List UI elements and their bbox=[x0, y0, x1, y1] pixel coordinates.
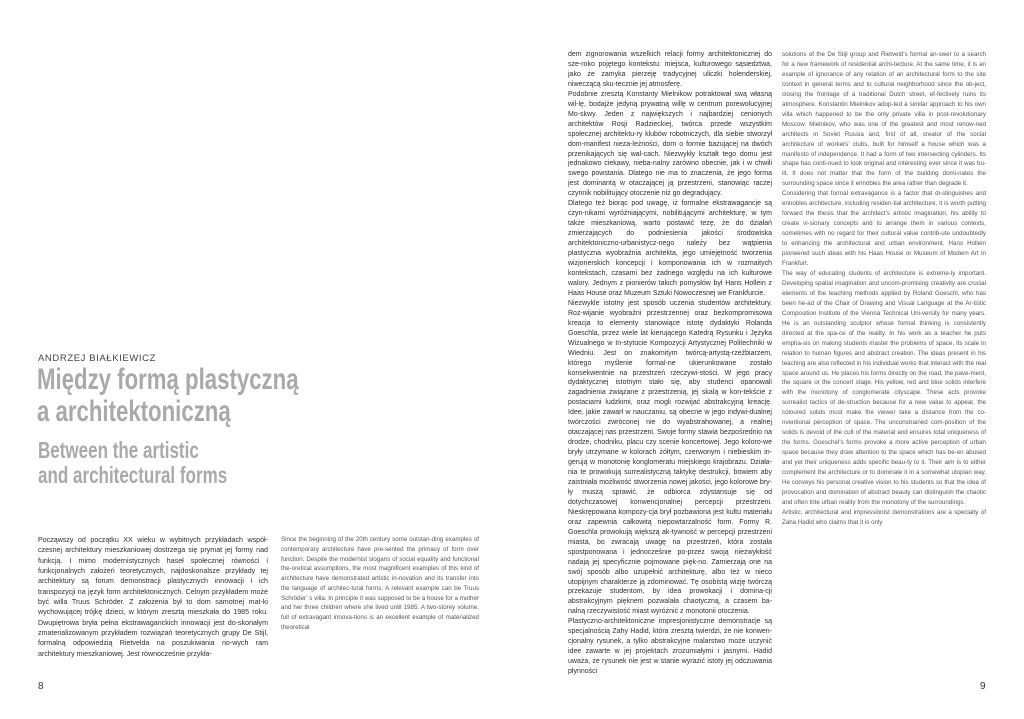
paragraph: Dlatego też biorąc pod uwagę, iż formalne ekstrawagancje są czyn-nikami wyróżniającymi, nobilitującymi architekturę, w tym także mieszkaniową, warto postawić tezę, że do działań zmierzających do podniesienia jakości środowiska architektoniczno-urbanistycz-nego należy bez wątpienia plastyczna wyobraźnia architekta, jego umiejętność tworzenia wizjonerskich koncepcji i komponowania ich w rozmaitych kontekstach, czasami bez żadnego względu na ich kulturowe walory. Jednym z pionierów takich pomysłów był Hans Hollein z Haas House oraz Muzeum Sztuki Nowoczesnej we Frankfurcie. bbox=[568, 200, 772, 297]
page-number-right: 9 bbox=[980, 681, 986, 692]
paragraph: The way of educating students of architecture is extreme-ly important. Developing spatial imagination and uncom-promising creativity are crucial elements of the teaching methods applied by Roland Goeschl, who has been he-ad of the Chair of Drawing and Visual Language at the Ar-tistic Composition Institute of the Vienna Technical Uni-versity for many years. He is an outstanding sculptor whose formal thinking is consistently directed at the spa-ce of the reality. In his work as a teacher he puts empha-sis on making students master the problems of space, its scale in relation to human figures and abstract creation. The ideas present in his teaching are also reflected in his individual works that interact with the real space around us. He places his forms directly on the road, the pave-ment, the square or the concert stage. His yellow, red and blue solids interfere with the monotony of conglomerate cityscape. These acts provoke surrealist tactics of de-struction because for a new value to appear, the coloured solids must make the viewer take a distance from the co-nventional perception of space. The unconstrained com-position of the solids is devoid of the cult of the material and ensures total uniqueness of the forms. Goeschel’s forms provoke a more active perception of urban space because they draw attention to the space which has be-en abused and yet their uniqueness adds specific beau-ty to it. Their aim is to either complement the architecture or to dominate it in a somewhat utopian way. He conveys his personal creative vision to his students so that the idea of provocation and domination of abstract beauty can distinguish the chaotic and often trite urban reality from the monotony of the surroundings. bbox=[782, 269, 986, 506]
paragraph: Considering that formal extravagance is a factor that di-stinguishes and ennobles architecture, including residen-tial architecture, it is worth putting forward the thesis that the architect’s artistic imagination, his ability to create vi-sionary concepts and to arrange them in various contexts, sometimes with no regard for their cultural value contrib-ute undoubtedly to enhancing the architectural and urban environment. Hans Hollein pioneered such ideas with his Haas House or Museum of Modern Art in Frankfurt. bbox=[782, 190, 986, 268]
title-english-line-1: Between the artistic bbox=[38, 437, 199, 463]
paragraph: solutions of the De Stijl group and Rietveld’s formal an-swer to a search for a new framework of residential archi-tecture. At the same time, it is an example of ignorance of any relation of an architectural form to the site context in general terms and to cultural neighborhood since the ob-ject, closing the frontage of a traditional Dutch street, ef-fectively ruins its atmosphere. Konstantin Mielnikov adop-ted a similar approach to his own villa which happened to be the only private villa in post-revolutionary Moscow. Mielnikov, who was one of the greatest and most renow-ned architects in Soviet Russia and, first of all, creator of the social architecture of workers’ clubs, built for himself a house which was a manifesto of independence. It had a form of two intersecting cylinders. Its shape has conti-nued to look original and interesting ever since it was bu-ilt. It does not matter that the form of the building domi-nates the surrounding space since it ennobles the area rather than degrade it. bbox=[782, 51, 986, 188]
title-polish bbox=[37, 363, 299, 428]
title-english bbox=[38, 438, 282, 488]
body-column-polish-right bbox=[568, 50, 772, 677]
paragraph: Since the beginning of the 20th century some outstan-ding examples of contemporary architecture have pre-sented the primacy of form over function. Despite the modernist slogans of social equality and functional the-oretical assumptions, the most magnificent examples of this kind of architecture have demonstrated artistic in-novation and its transfer into the language of architec-tural forms. A relevant example can be Truus Schröder’ s villa. In principle it was supposed to be a house for a mother and her three children where she lived until 1985. A two-storey volume, full of extravagant innova-tions is an excellent example of materialized theoretical bbox=[281, 536, 479, 631]
paragraph: Plastyczno-architektoniczne impresjonistyczne demonstracje są specjalnością Zahy Hadid, która zresztą twierdzi, że nie konwen-cjonalny rysunek, a tylko abstrakcyjne malarstwo może uczynić idee zawarte w jej projektach zrozumiałymi i jasnymi. Hadid uważa, że rysunek nie jest w stanie wyrazić istoty jej odczuwania płynności bbox=[568, 618, 772, 676]
body-column-english-right bbox=[782, 50, 986, 528]
paragraph: Artistic, architectural and impressionist demonstrations are a specialty of Zaha Hadid who claims that it is only bbox=[782, 508, 986, 526]
title-english-line-2: and architectural forms bbox=[38, 462, 228, 488]
title-polish-line-1: Między formą plastyczną bbox=[37, 363, 299, 396]
body-column-english-left bbox=[281, 535, 479, 633]
body-column-polish-left bbox=[38, 535, 268, 659]
page-number-left: 8 bbox=[38, 681, 44, 692]
title-polish-line-2: a architektoniczną bbox=[37, 395, 231, 428]
paragraph: dem zignorowania wszelkich relacji formy architektonicznej do sze-roko pojętego kontekstu: miejsca, kulturowego sąsiedztwa, jako że zamyka pierzeję tradycyjnej uliczki holenderskiej, niweczącą sku-tecznie jej atmosferę. bbox=[568, 51, 772, 88]
paragraph: Niezwykle istotny jest sposób uczenia studentów architektury. Roz-wijanie wyobraźni przestrzennej oraz bezkompromisowa kreacja to elementy stanowiące istotę dydaktyki Rolanda Goeschla, przez wiele lat kierującego Katedrą Rysunku i Języka Wizualnego w In-stytucie Kompozycji Artystycznej Politechniki w Wiedniu. Jest on znakomitym twórcą-artystą-rzeźbiarzem, którego myślenie formal-ne ukierunkowane zostało konsekwentnie na przestrzeń rzeczywi-stości. W jego pracy dydaktycznej istotnym stało się, aby studenci opanowali zagadnienia związane z przestrzenią, jej skalą w kon-tekście z postaciami ludzkimi, oraz mogli rozwijać abstrakcyjną kreację. Idee, jakie zawarł w nauczaniu, są obecne w jego indywi-dualnej twórczości zwróconej nie do wyabstrahowanej, a realnej otaczającej nas przestrzeni. Swoje formy stawia bezpośrednio na drodze, chodniku, placu czy scenie koncertowej. Jego koloro-we bryły utrzymane w kolorach żółtym, czerwonym i niebieskim in-gerują w monotonię konglomeratu miejskiego krajobrazu. Działa-nia te prowokują surrealistyczną taktykę destrukcji, bowiem aby zaistniała możliwość stworzenia nowej jakości, jego kolorowe bry-ły muszą sprawić, że odbiorca zdystansuje się od dotychczasowej konwencjonalnej percepcji przestrzeni. Nieskrępowana kompozy-cja brył pozbawiona jest kultu materiału oraz zapewnia całkowitą niepowtarzalność form. Formy R. Goeschla prowokują większą ak-tywność w percepcji przestrzeni miasta, bo zwracają uwagę na przestrzeń, która została spostponowana i jednocześnie po-przez swoją niezwykłość nadają jej specyficznie pojmowane pięk-no. Zamierzają one na swój sposób albo uzupełnić architekturę, albo też w nieco utopijnym charakterze ją zdominować. Tę osobistą wizję twórczą przekazuje studentom, by idea prowokacji i domina-cji abstrakcyjnym pięknem pozwalała chaotyczną, a czasem ba-nalną rzeczywistość miast wyróżnić z monotonii otoczenia. bbox=[568, 299, 772, 616]
author-name: ANDRZEJ BIAŁKIEWICZ bbox=[38, 353, 157, 364]
paragraph: Począwszy od początku XX wieku w wybitnych przykładach współ-czesnej architektury mieszkaniowej dostrzega się prymat jej formy nad funkcją. I mimo modernistycznych haseł społecznej równości i funkcjonalnych założeń teoretycznych, najdoskonalsze przykłady tej architektury są forum demonstracji plastycznych innowacji i ich transpozycji na język form architektonicznych. Celnym przykładem może być willa Truus Schröder. Z założenia był to dom samotnej mat-ki wychowującej trójkę dzieci, w którym zresztą mieszkała do 1985 roku. Dwupiętrowa bryła pełna ekstrawaganckich innowacji jest do-skonałym zmaterializowanym przykładem rozwiązań teoretycznych grupy De Stijl, formalną odpowiedzią Rietvelda na poszukiwania no-wych ram architektury mieszkaniowej. Jest równocześnie przykła- bbox=[38, 536, 268, 658]
paragraph: Podobnie zresztą Konstanty Mielnikow potraktował swą własną wil-lę, bodajże jedyną prywatną willę w centrum porewolucyjnej Mo-skwy. Jeden z największych i najbardziej cenionych architektów Rosji Radzieckiej, twórca przede wszystkim społecznej architektu-ry klubów robotniczych, dla siebie stworzył dom-manifest nieza-leżności, dom o formie bazującej na dwóch przenikających się wal-cach. Niezwykły kształt tego domu jest jednakowo ciekawy, nieba-nalny zarówno obecnie, jak i w chwili swego powstania. Dlatego nie ma to znaczenia, że jego forma jest dominantą w otaczającej ją przestrzeni, stanowiąc raczej czynnik nobilitujący otoczenie niż go degradujący. bbox=[568, 90, 772, 198]
